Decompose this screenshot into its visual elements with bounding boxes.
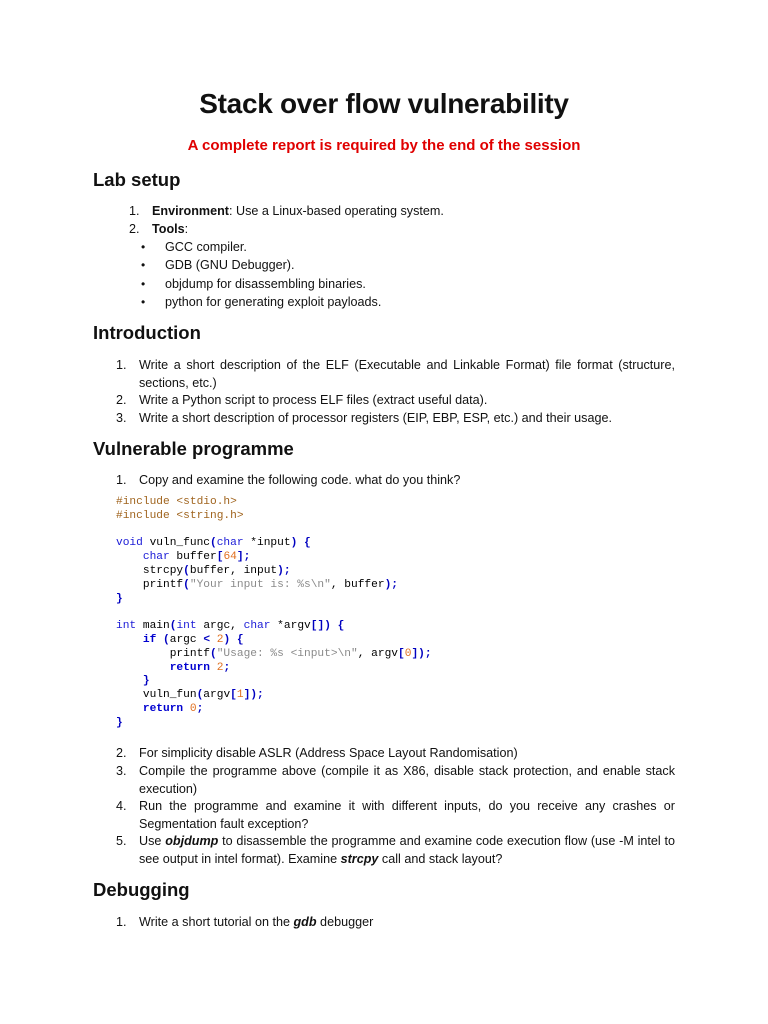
- list-item: Write a Python script to process ELF files (extract useful data).: [139, 393, 488, 407]
- bullet-item: GCC compiler.: [165, 240, 247, 254]
- list-item: Write a short tutorial on the gdb debugger: [139, 915, 374, 929]
- list-number: 4.: [116, 799, 127, 813]
- list-item-environment: [152, 202, 444, 220]
- emphasis: gdb: [293, 915, 317, 929]
- bullet-icon: •: [141, 258, 146, 272]
- code-line: [116, 524, 432, 538]
- code-line: return 2;: [169, 661, 231, 674]
- list-number: 5.: [116, 834, 127, 848]
- item-label: Environment: [152, 204, 229, 218]
- list-item: Use objdump to disassemble the programme and examine code execution flow (use -M intel to see output in intel format). Examine strcpy call and stack layout?: [139, 834, 675, 866]
- emphasis: strcpy: [340, 852, 379, 866]
- bullet-item: python for generating exploit payloads.: [165, 295, 382, 309]
- bullet-icon: •: [141, 240, 146, 254]
- code-line: }: [142, 675, 150, 688]
- code-line: #include <stdio.h>: [116, 496, 237, 508]
- code-line: void vuln_func(char *input) {: [116, 537, 311, 550]
- list-item: Write a short description of the ELF (Executable and Linkable Format) file format (structure, sections, etc.): [139, 358, 675, 390]
- code-line: vuln_fun(argv[1]);: [116, 689, 264, 702]
- section-heading-lab-setup: Lab setup: [93, 169, 181, 190]
- list-number: 1.: [116, 358, 127, 372]
- section-heading-debugging: Debugging: [93, 879, 190, 900]
- code-line: return 0;: [142, 702, 204, 715]
- code-line: }: [116, 592, 123, 605]
- code-line: printf("Your input is: %s\n", buffer);: [116, 578, 399, 591]
- item-text: :: [184, 222, 189, 236]
- code-line: int main(int argc, char *argv[]) {: [116, 620, 345, 633]
- list-number: 2.: [129, 222, 140, 236]
- list-item: For simplicity disable ASLR (Address Space Layout Randomisation): [139, 746, 518, 760]
- code-line: }: [116, 716, 123, 729]
- list-item-tools: [152, 220, 188, 238]
- list-number: 2.: [116, 393, 127, 407]
- list-number: 1.: [116, 915, 127, 929]
- page-title: Stack over flow vulnerability: [199, 88, 569, 119]
- code-line: printf("Usage: %s <input>\n", argv[0]);: [116, 647, 432, 660]
- code-line: if (argc < 2) {: [142, 633, 244, 646]
- list-number: 1.: [116, 473, 127, 487]
- list-item: Copy and examine the following code. what do you think?: [139, 473, 461, 487]
- list-item: Run the programme and examine it with different inputs, do you receive any crashes or Segmentation fault exception?: [139, 799, 675, 831]
- list-number: 3.: [116, 764, 127, 778]
- list-number: 2.: [116, 746, 127, 760]
- list-item: Write a short description of processor registers (EIP, EBP, ESP, etc.) and their usage.: [139, 411, 612, 425]
- list-number: 1.: [129, 204, 140, 218]
- bullet-icon: •: [141, 277, 146, 291]
- bullet-item: GDB (GNU Debugger).: [165, 258, 295, 272]
- list-item: Compile the programme above (compile it as X86, disable stack protection, and enable stack execution): [139, 764, 675, 796]
- bullet-icon: •: [141, 295, 146, 309]
- code-line: [116, 606, 432, 620]
- code-line: char buffer[64];: [142, 551, 251, 564]
- code-line: strcpy(buffer, input);: [116, 564, 291, 577]
- report-requirement-note: A complete report is required by the end of the session: [187, 137, 581, 154]
- item-label: Tools: [152, 222, 185, 236]
- bullet-item: objdump for disassembling binaries.: [165, 277, 366, 291]
- code-line: #include <string.h>: [116, 509, 244, 522]
- section-heading-vulnerable-programme: Vulnerable programme: [93, 438, 294, 459]
- section-heading-introduction: Introduction: [93, 322, 201, 343]
- list-number: 3.: [116, 411, 127, 425]
- item-text: : Use a Linux-based operating system.: [228, 204, 444, 218]
- emphasis: objdump: [165, 834, 219, 848]
- code-block: [116, 496, 432, 731]
